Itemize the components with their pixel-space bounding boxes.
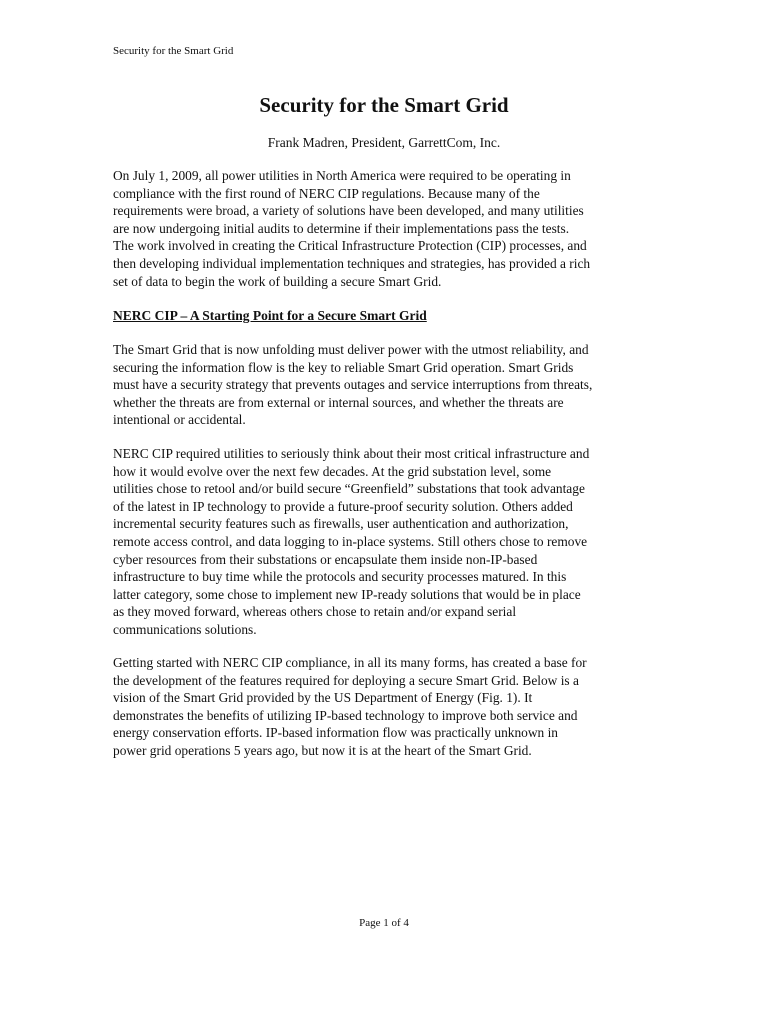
paragraph-line: whether the threats are from external or internal sources, and whether the threats are <box>113 394 564 410</box>
paragraph-line: On July 1, 2009, all power utilities in North America were required to be operating in <box>113 168 571 183</box>
author-byline: Frank Madren, President, GarrettCom, Inc. <box>267 135 501 150</box>
paragraph-line: energy conservation efforts. IP-based information flow was practically unknown in <box>113 725 558 741</box>
paragraph-line: latter category, some chose to implement new IP-ready solutions that would be in place <box>113 586 581 602</box>
paragraph-line: set of data to begin the work of building a secure Smart Grid. <box>113 273 442 289</box>
paragraph-line: demonstrates the benefits of utilizing IP-based technology to improve both service and <box>113 707 578 723</box>
paragraph-line: Getting started with NERC CIP compliance, in all its many forms, has created a base for <box>113 655 587 670</box>
document-title: Security for the Smart Grid <box>259 93 509 117</box>
paragraph-line: cyber resources from their substations or encapsulate them inside non-IP-based <box>113 551 538 567</box>
paragraph-line: utilities chose to retool and/or build secure “Greenfield” substations that took advantage <box>113 481 585 497</box>
paragraph-line: communications solutions. <box>113 621 257 637</box>
paragraph-line: securing the information flow is the key to reliable Smart Grid operation. Smart Grids <box>113 359 574 375</box>
paragraph-line: The work involved in creating the Critical Infrastructure Protection (CIP) processes, and <box>113 238 587 254</box>
paragraph-line: power grid operations 5 years ago, but now it is at the heart of the Smart Grid. <box>113 742 532 758</box>
paragraph-line: intentional or accidental. <box>113 412 246 428</box>
paragraph-line: NERC CIP required utilities to seriously think about their most critical infrastructure and <box>113 446 590 461</box>
paragraph-line: vision of the Smart Grid provided by the US Department of Energy (Fig. 1). It <box>113 690 533 706</box>
paragraph-intro <box>113 167 658 290</box>
paragraph-line: compliance with the first round of NERC CIP regulations. Because many of the <box>113 185 540 201</box>
paragraph-line: infrastructure to buy time while the protocols and security processes matured. In this <box>113 569 567 585</box>
page-number: Page 1 of 4 <box>359 917 409 929</box>
paragraph-line: remote access control, and data logging to in-place systems. Still others chose to remove <box>113 533 588 549</box>
paragraph-line: must have a security strategy that prevents outages and service interruptions from threats, <box>113 377 593 393</box>
paragraph-line: of the latest in IP technology to provide a future-proof security solution. Others added <box>113 498 573 514</box>
paragraph-line: requirements were broad, a variety of solutions have been developed, and many utilities <box>113 203 584 219</box>
paragraph-line: incremental security features such as firewalls, user authentication and authorization, <box>113 516 569 532</box>
paragraph-line: then developing individual implementation techniques and strategies, has provided a rich <box>113 255 591 271</box>
running-header: Security for the Smart Grid <box>113 45 234 57</box>
paragraph-smart-grid <box>113 341 658 429</box>
paragraph-nerc-cip <box>113 445 658 639</box>
section-heading: NERC CIP – A Starting Point for a Secure Smart Grid <box>113 308 427 323</box>
paragraph-line: as they moved forward, whereas others chose to retain and/or expand serial <box>113 604 517 620</box>
paragraph-line: how it would evolve over the next few decades. At the grid substation level, some <box>113 463 552 479</box>
paragraph-line: are now undergoing initial audits to determine if their implementations pass the tests. <box>113 220 570 236</box>
paragraph-line: The Smart Grid that is now unfolding must deliver power with the utmost reliability, and <box>113 342 589 357</box>
paragraph-line: the development of the features required for deploying a secure Smart Grid. Below is a <box>113 672 579 688</box>
paragraph-getting-started <box>113 654 658 760</box>
